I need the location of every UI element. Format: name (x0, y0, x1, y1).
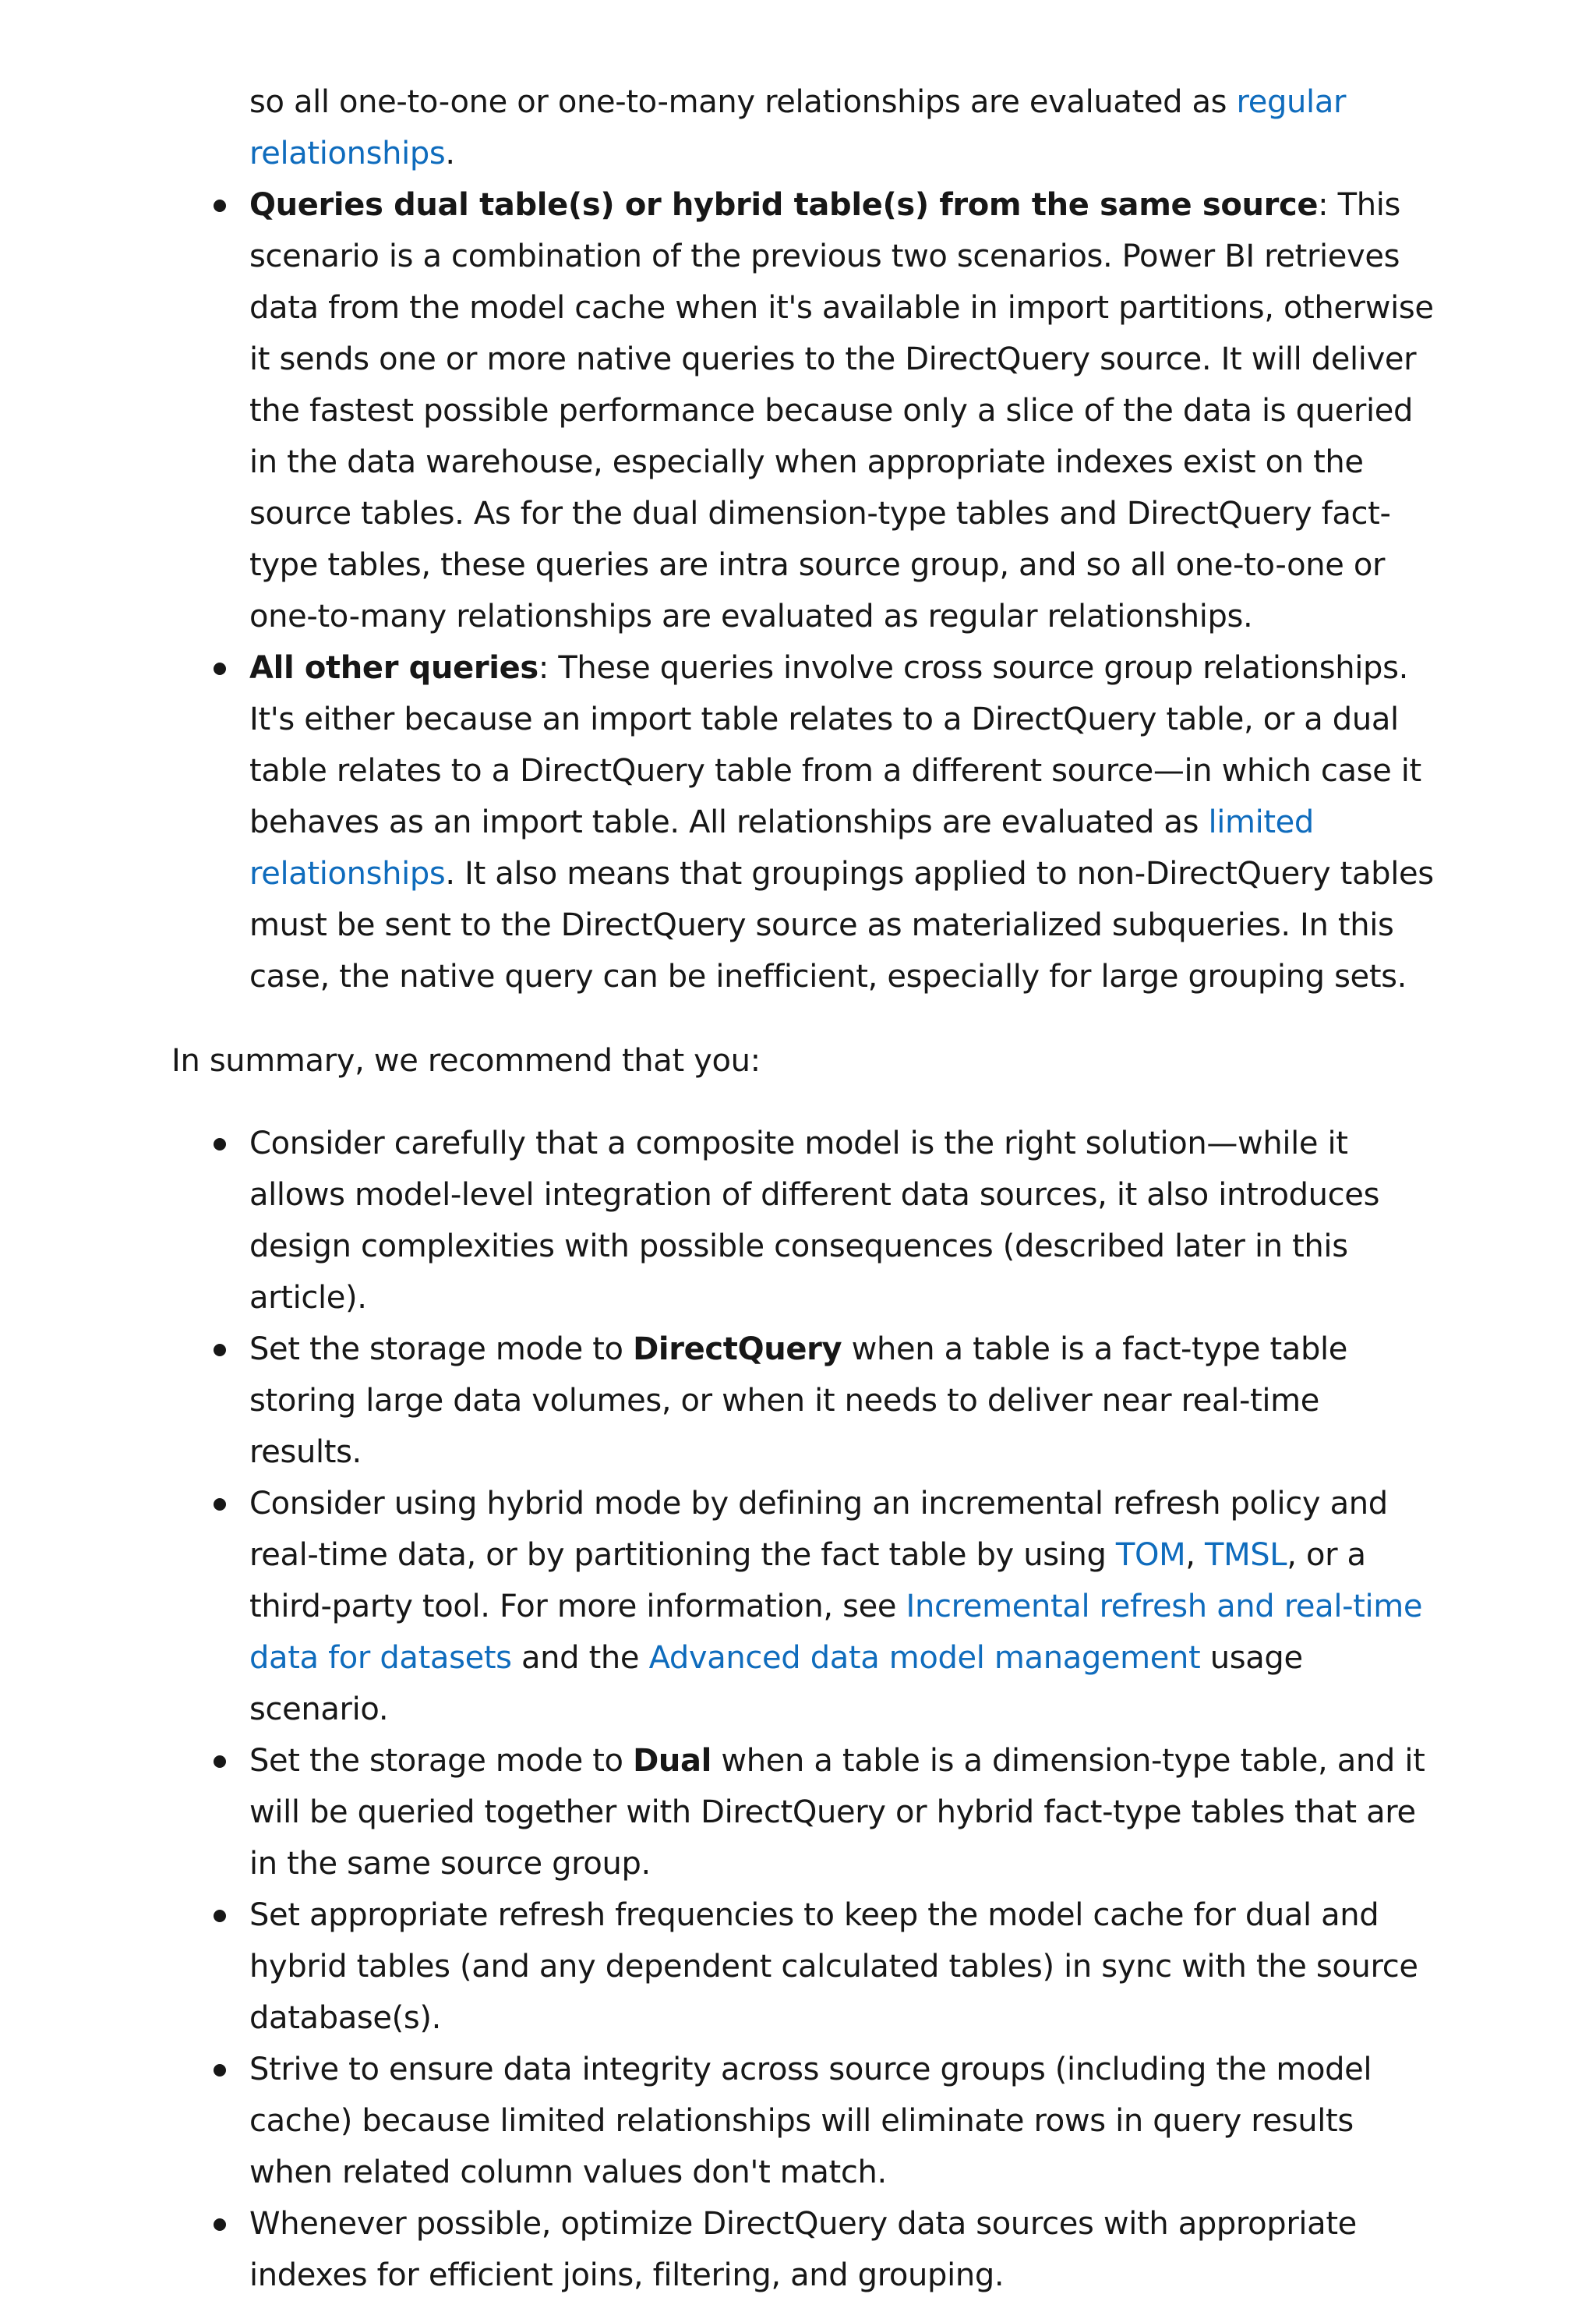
regular-relationships-link[interactable]: regular relationships (249, 84, 1347, 171)
intro-text: so all one-to-one or one-to-many relationships are evaluated as (249, 84, 1237, 120)
scenario-title: All other queries (249, 650, 538, 686)
incremental-refresh-link[interactable]: Incremental refresh and real-time data for datasets (249, 1589, 1423, 1676)
list-item: Set appropriate refresh frequencies to keep the model cache for dual and hybrid tables (and any dependent calculated tables) in sync with the source database(s). (249, 1889, 1434, 2044)
advanced-data-model-management-link[interactable]: Advanced data model management (648, 1640, 1201, 1676)
summary-paragraph: In summary, we recommend that you: (171, 1043, 761, 1079)
recommendations-list (171, 1118, 1434, 2301)
scenario-title: Queries dual table(s) or hybrid table(s) from the same source (249, 187, 1319, 223)
list-item: Consider carefully that a composite model is the right solution—while it allows model-level integration of different data sources, it also introduces design complexities with possible consequences (described later in this article). (249, 1118, 1434, 1324)
article-body (171, 76, 1434, 2301)
tom-link[interactable]: TOM (1115, 1537, 1186, 1573)
list-item: Set the storage mode to Dual when a table is a dimension-type table, and it will be queried together with DirectQuery or hybrid fact-type tables that are in the same source group. (249, 1735, 1434, 1889)
list-item: Queries dual table(s) or hybrid table(s) from the same source: This scenario is a combination of the previous two scenarios. Power BI retrieves data from the model cache when it's available in import partitions, otherwise it sends one or more native queries to the DirectQuery source. It will deliver the fastest possible performance because only a slice of the data is queried in the data warehouse, especially when appropriate indexes exist on the source tables. As for the dual dimension-type tables and DirectQuery fact-type tables, these queries are intra source group, and so all one-to-one or one-to-many relationships are evaluated as regular relationships. (249, 179, 1434, 642)
list-item: Whenever possible, optimize DirectQuery data sources with appropriate indexes for efficient joins, filtering, and grouping. (249, 2198, 1434, 2301)
tmsl-link[interactable]: TMSL (1204, 1537, 1287, 1573)
list-item: Strive to ensure data integrity across source groups (including the model cache) because limited relationships will eliminate rows in query results when related column values don't match. (249, 2044, 1434, 2198)
list-item: Consider using hybrid mode by defining an incremental refresh policy and real-time data, or by partitioning the fact table by using TOM, TMSL, or a third-party tool. For more information, see Incremental refresh and real-time data for datasets and the Advanced data model management usage scenario. (249, 1478, 1434, 1735)
list-item: Set the storage mode to DirectQuery when a table is a fact-type table storing large data volumes, or when it needs to deliver near real-time results. (249, 1324, 1434, 1478)
limited-relationships-link[interactable]: limited relationships (249, 804, 1314, 892)
query-scenario-list (171, 179, 1434, 1002)
list-item: All other queries: These queries involve cross source group relationships. It's either because an import table relates to a DirectQuery table, or a dual table relates to a DirectQuery table from a different source—in which case it behaves as an import table. All relationships are evaluated as limited relationships. It also means that groupings applied to non-DirectQuery tables must be sent to the DirectQuery source as materialized subqueries. In this case, the native query can be inefficient, especially for large grouping sets. (249, 642, 1434, 1002)
intro-continuation: so all one-to-one or one-to-many relationships are evaluated as regular relationships. (249, 84, 1347, 171)
